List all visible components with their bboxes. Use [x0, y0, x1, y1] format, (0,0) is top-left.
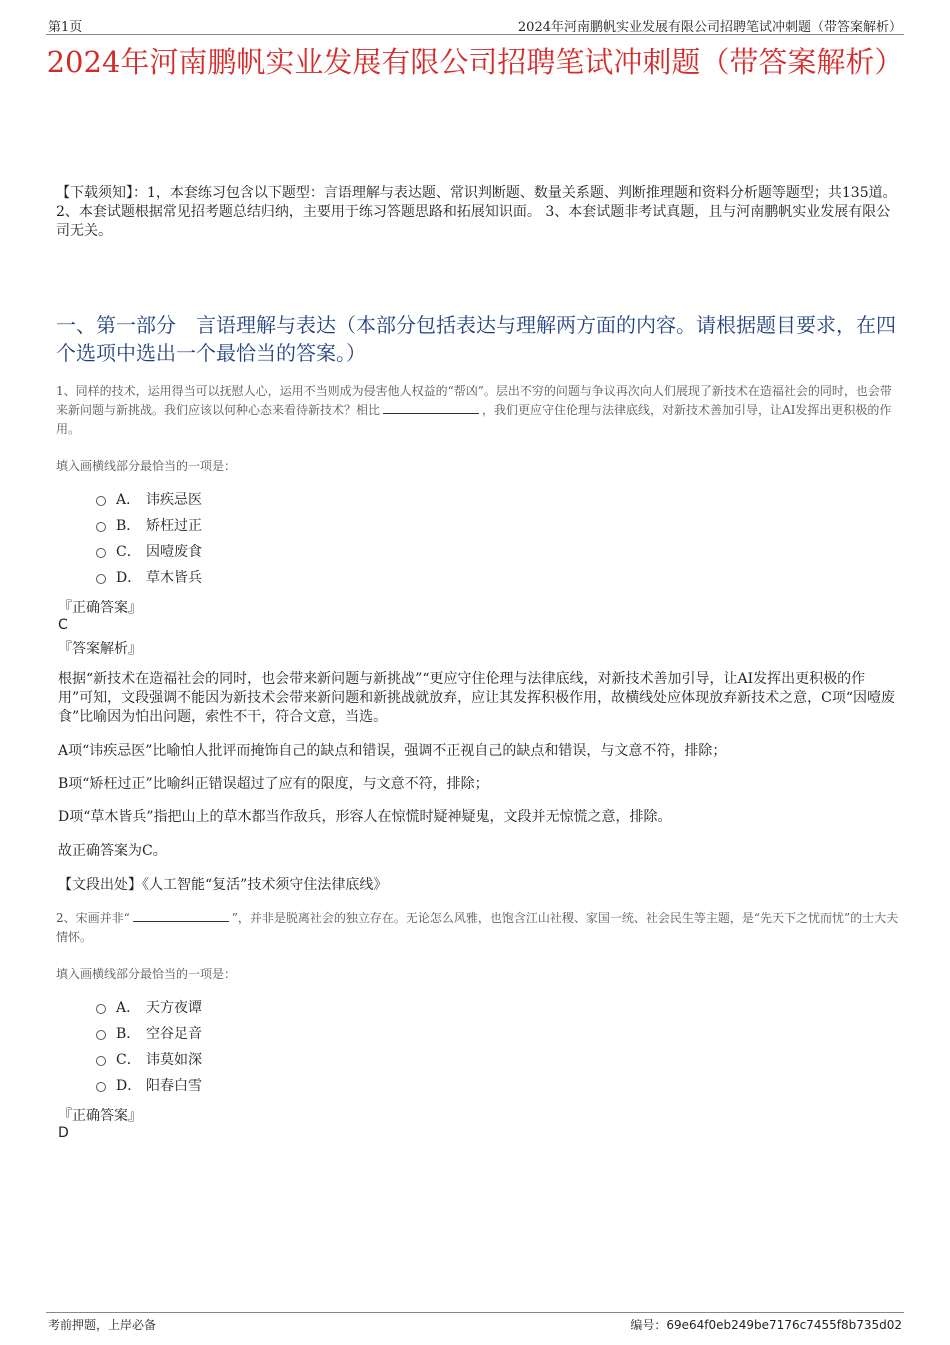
question-2-text-b: ”，并非是脱离社会的独立存在。无论怎么风雅，也饱含江山社稷、家国一统、社会民生等主题，是“先天下之忧而忧”的士大夫情怀。 [56, 911, 899, 944]
question-1-text-a: 1、同样的技术，运用得当可以抚慰人心，运用不当则成为侵害他人权益的“帮凶”。层出不穷的问题与争议再次向人们展现了新技术在造福社会的同时，也会带来新问题与新挑战。我们应该以何种心态来看待新技术？相比 [56, 384, 892, 417]
section-heading: 一、第一部分 言语理解与表达（本部分包括表达与理解两方面的内容。请根据题目要求，在四个选项中选出一个最恰当的答案。） [56, 313, 896, 365]
question-1-answer: C [58, 617, 68, 633]
analysis-conclusion: 故正确答案为C。 [58, 843, 167, 859]
footer-slogan: 考前押题，上岸必备 [48, 1318, 157, 1332]
question-2-option-d[interactable]: D． 阳春白雪 [96, 1076, 202, 1096]
analysis-option-b: B项“矫枉过正”比喻纠正错误超过了应有的限度，与文意不符，排除； [58, 776, 489, 792]
footer-code: 编号：69e64f0eb249be7176c7455f8b735d02 [630, 1318, 902, 1332]
question-2-prompt: 填入画横线部分最恰当的一项是： [56, 967, 237, 981]
question-1-option-d[interactable]: D． 草木皆兵 [96, 568, 202, 588]
page-number: 第1页 [48, 20, 83, 35]
analysis-option-a: A项“讳疾忌医”比喻怕人批评而掩饰自己的缺点和错误，强调不正视自己的缺点和错误，与文意不符，排除； [58, 743, 727, 759]
question-1-option-a[interactable]: A． 讳疾忌医 [96, 490, 202, 510]
question-1-analysis-label: 『答案解析』 [58, 641, 142, 657]
question-1-text-b: ，我们更应守住伦理与法律底线，对新技术善加引导，让AI发挥出更积极的作用。 [56, 403, 892, 436]
question-1-answer-label: 『正确答案』 [58, 600, 142, 616]
question-2-option-a[interactable]: A． 天方夜谭 [96, 998, 202, 1018]
question-2-answer: D [58, 1125, 69, 1141]
analysis-option-d: D项“草木皆兵”指把山上的草木都当作敌兵，形容人在惊慌时疑神疑鬼，文段并无惊慌之意，排除。 [58, 809, 672, 825]
answer-blank [383, 401, 479, 414]
question-1-option-c[interactable]: C． 因噎废食 [96, 542, 202, 562]
download-notice: 【下载须知】：1，本套练习包含以下题型：言语理解与表达题、常识判断题、数量关系题、判断推理题和资料分析题等题型；共135道。 2、本套试题根据常见招考题总结归纳，主要用于练习答题思路和拓展知识面。 3、本套试题非考试真题，且与河南鹏帆实业发展有限公司无关。 [56, 185, 897, 239]
radio-icon[interactable] [96, 574, 106, 584]
radio-icon[interactable] [96, 1030, 106, 1040]
analysis-source: 【文段出处】《人工智能“复活”技术须守住法律底线》 [58, 877, 388, 893]
radio-icon[interactable] [96, 496, 106, 506]
radio-icon[interactable] [96, 1082, 106, 1092]
question-1-stem [56, 382, 901, 439]
question-2-stem [56, 909, 901, 947]
radio-icon[interactable] [96, 548, 106, 558]
question-2-option-b[interactable]: B． 空谷足音 [96, 1024, 202, 1044]
question-1-prompt: 填入画横线部分最恰当的一项是： [56, 459, 237, 473]
page-footer [46, 1312, 904, 1332]
analysis-paragraph: 根据“新技术在造福社会的同时，也会带来新问题与新挑战”“更应守住伦理与法律底线，对新技术善加引导，让AI发挥出更积极的作用”可知，文段强调不能因为新技术会带来新问题和新挑战就放弃，应让其发挥积极作用，故横线处应体现放弃新技术之意，C项“因噎废食”比喻因为怕出问题，索性不干，符合文意，当选。 [58, 671, 896, 725]
radio-icon[interactable] [96, 522, 106, 532]
question-2-option-c[interactable]: C． 讳莫如深 [96, 1050, 202, 1070]
radio-icon[interactable] [96, 1056, 106, 1066]
answer-blank [133, 909, 229, 922]
document-title: 2024年河南鹏帆实业发展有限公司招聘笔试冲刺题（带答案解析） [46, 45, 904, 79]
header-doc-title: 2024年河南鹏帆实业发展有限公司招聘笔试冲刺题（带答案解析） [517, 20, 902, 35]
radio-icon[interactable] [96, 1004, 106, 1014]
question-2-answer-label: 『正确答案』 [58, 1108, 142, 1124]
question-2-text-a: 2、宋画并非“ [56, 911, 130, 925]
question-1-option-b[interactable]: B． 矫枉过正 [96, 516, 202, 536]
page-header [46, 14, 904, 35]
